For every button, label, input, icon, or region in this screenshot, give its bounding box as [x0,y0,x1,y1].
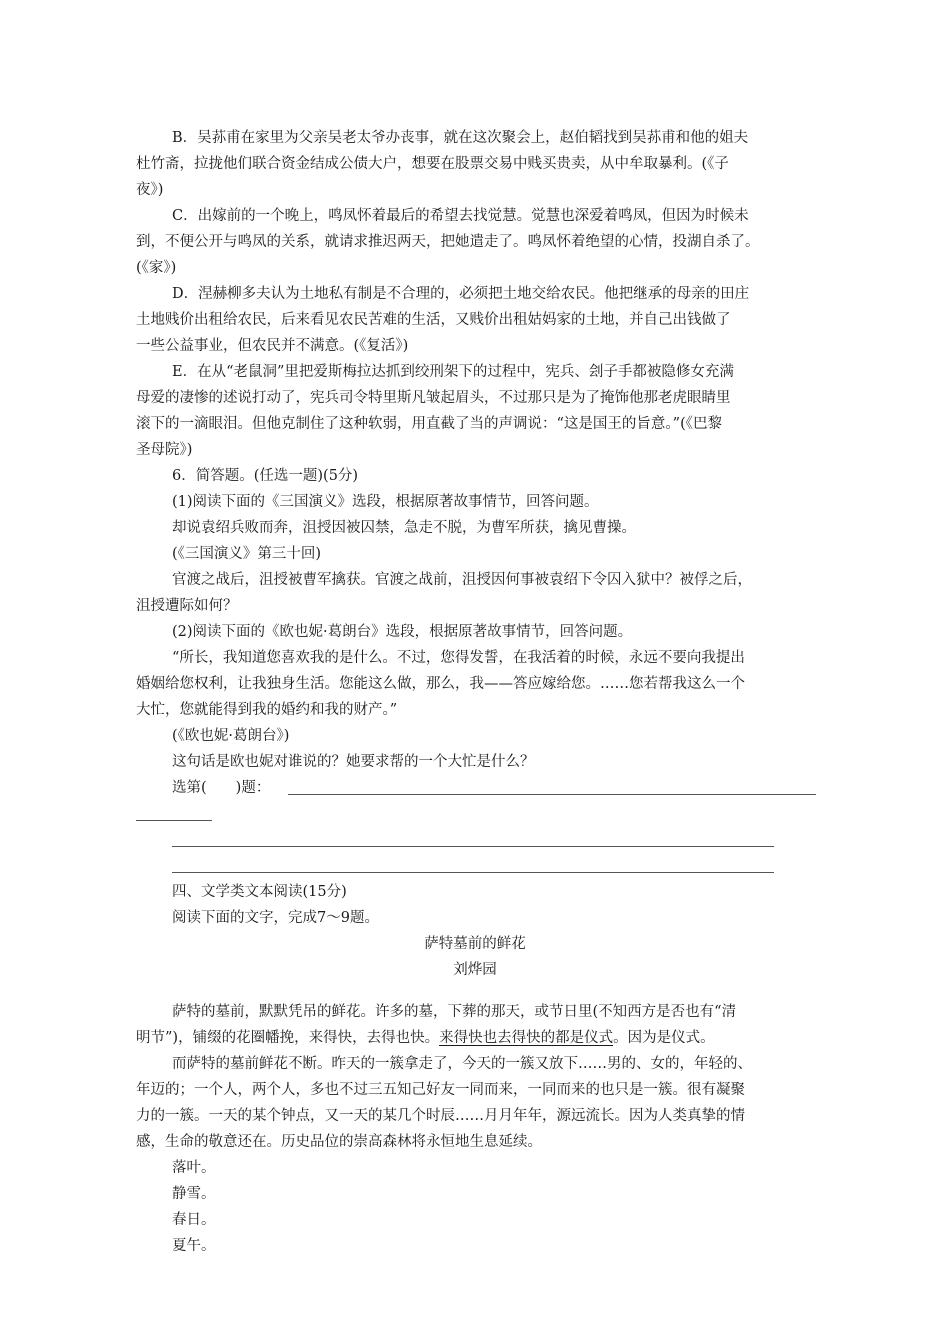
article-paragraph-1-line-2 [0,1025,950,1051]
article-author: 刘烨园 [453,962,497,978]
article-paragraph-1-line-1: 萨特的墓前，默默凭吊的鲜花。许多的墓，下葬的那天，或节日里(不知西方是否也有“清 [172,1004,737,1020]
article-paragraph-2-line-3: 力的一簇。一天的某个钟点，又一天的某几个时辰……月月年年，源远流长。因为人类真挚的情 [136,1108,745,1124]
question-6-2-excerpt-line-2: 婚姻给您权利，让我独身生活。您能这么做，那么，我——答应嫁给您。……您若帮我这么一个 [136,676,745,692]
option-e-line-1: E．在从“老鼠洞”里把爱斯梅拉达抓到绞刑架下的过程中，宪兵、刽子手都被隐修女充满 [172,364,734,380]
question-6-2-source: (《欧也妮·葛朗台》) [172,728,290,744]
option-e-line-4: 圣母院》) [136,442,193,458]
underlined-sentence: 来得快也去得快的都是仪式 [439,1030,614,1046]
question-6-heading: 6．简答题。(任选一题)(5分) [172,468,359,484]
article-title: 萨特墓前的鲜花 [424,936,526,952]
article-paragraph-2-line-1: 而萨特的墓前鲜花不断。昨天的一簇拿走了，今天的一簇又放下……男的、女的，年轻的、 [172,1056,752,1072]
question-6-1-question-line-2: 沮授遭际如何？ [136,598,238,614]
article-short-line-1: 落叶。 [172,1160,216,1176]
question-6-1-source: (《三国演义》第三十回) [172,546,322,562]
article-paragraph-2-line-2: 年迈的；一个人，两个人，多也不过三五知己好友一同而来，一同而来的也只是一簇。很有凝聚 [136,1082,745,1098]
section-4-instruction: 阅读下面的文字，完成7～9题。 [172,910,379,926]
option-b-line-1: B．吴荪甫在家里为父亲吴老太爷办丧事，就在这次聚会上，赵伯韬找到吴荪甫和他的姐夫 [172,130,749,146]
section-4-heading: 四、文学类文本阅读(15分) [172,884,347,900]
question-6-2-excerpt-line-3: 大忙，您就能得到我的婚约和我的财产。” [136,702,398,718]
article-text: 明节”)，铺缀的花圈幡挽，来得快，去得也快。 [136,1030,440,1046]
option-e-line-3: 滚下的一滴眼泪。但他克制住了这种软弱，用直截了当的声调说：“这是国王的旨意。”(《巴黎 [136,416,722,432]
question-6-2-excerpt-line-1: “所长，我知道您喜欢我的是什么。不过，您得发誓，在我活着的时候，永远不要向我提出 [172,650,745,666]
article-short-line-4: 夏午。 [172,1238,216,1254]
answer-line-1-continued[interactable] [136,820,212,821]
question-6-1-excerpt: 却说袁绍兵败而奔，沮授因被囚禁，急走不脱，为曹军所获，擒见曹操。 [172,520,636,536]
option-e-line-2: 母爱的凄惨的述说打动了，宪兵司令特里斯凡皱起眉头，不过那只是为了掩饰他那老虎眼睛里 [136,390,731,406]
answer-line-2[interactable] [172,846,774,847]
article-short-line-3: 春日。 [172,1212,216,1228]
option-c-line-2: 到，不便公开与鸣凤的关系，就请求推迟两天，把她遣走了。鸣凤怀着绝望的心情，投湖自杀了。 [136,234,760,250]
option-b-line-2: 杜竹斋，拉拢他们联合资金结成公债大户，想要在股票交易中贱买贵卖，从中牟取暴利。(《子 [136,156,729,172]
answer-line-1[interactable] [288,794,816,795]
question-6-1-prompt: (1)阅读下面的《三国演义》选段，根据原著故事情节，回答问题。 [172,494,599,510]
option-c-line-3: (《家》) [136,260,177,276]
option-b-line-3: 夜》) [136,182,164,198]
article-short-line-2: 静雪。 [172,1186,216,1202]
question-6-2-question: 这句话是欧也妮对谁说的？她要求帮的一个大忙是什么？ [172,754,535,770]
answer-label: 选第( )题： [172,780,271,796]
option-d-line-1: D．涅赫柳多夫认为土地私有制是不合理的，必须把土地交给农民。他把继承的母亲的田庄 [172,286,750,302]
option-d-line-3: 一些公益事业，但农民并不满意。(《复活》) [136,338,409,354]
question-6-2-prompt: (2)阅读下面的《欧也妮·葛朗台》选段，根据原著故事情节，回答问题。 [172,624,633,640]
article-text: 。因为是仪式。 [613,1030,715,1046]
option-d-line-2: 土地贱价出租给农民，后来看见农民苦难的生活，又贱价出租姑妈家的土地，并自己出钱做了 [136,312,731,328]
question-6-1-question-line-1: 官渡之战后，沮授被曹军擒获。官渡之战前，沮授因何事被袁绍下令囚入狱中？被俘之后， [172,572,752,588]
option-c-line-1: C．出嫁前的一个晚上，鸣凤怀着最后的希望去找觉慧。觉慧也深爱着鸣凤，但因为时候未 [172,208,749,224]
article-paragraph-2-line-4: 感，生命的敬意还在。历史品位的崇高森林将永恒地生息延续。 [136,1134,542,1150]
answer-line-3[interactable] [172,872,774,873]
